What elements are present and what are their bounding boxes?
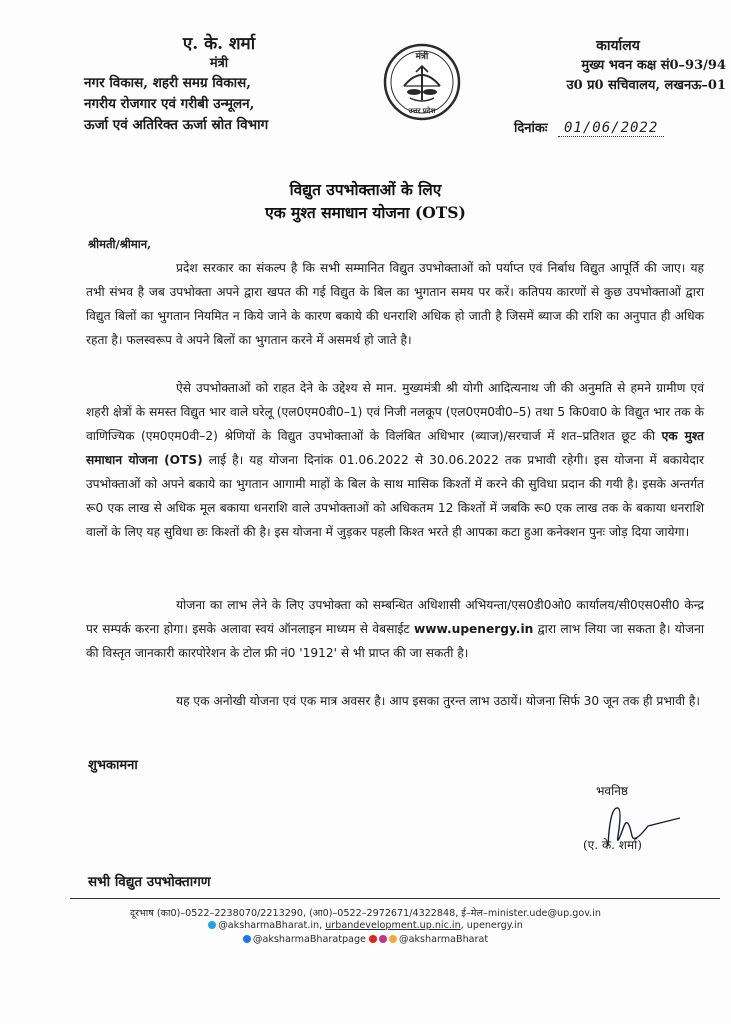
letter-title-line-2: एक मुश्त समाधान योजना (OTS)	[265, 203, 466, 222]
instagram-icon	[379, 935, 387, 943]
yours-faithfully: भवनिष्ठ	[596, 784, 628, 798]
date-label: दिनांकः	[514, 121, 548, 136]
date-value: 01/06/2022	[558, 120, 664, 137]
government-seal-icon	[382, 42, 462, 122]
minister-post: मंत्री	[209, 56, 229, 71]
paragraph-2-text-a: ऐसे उपभोक्ताओं को राहत देने के उद्देश्य से मान. मुख्यमंत्री श्री योगी आदित्यनाथ जी की अनुमति से हमने ग्रामीण एवं शहरी क्षेत्रों के समस्त विद्युत भार वाले घरेलू (एल0एम0वी0–1) एवं निजी नलकूप (एल0एम0वी0–5) तथा 5 कि0वा0 के विद्युत भार तक के वाणिज्यिक (एम0एम0वी–2) श्रेणियों के विद्युत उपभोक्ताओं के विलंबित अधिभार (ब्याज)/सरचार्ज में शत–प्रतिशत छूट की	[86, 381, 704, 443]
department-line-3: ऊर्जा एवं अतिरिक्त ऊर्जा स्रोत विभाग	[84, 117, 269, 133]
paragraph-4-text: यह एक अनोखी योजना एवं एक मात्र अवसर है। आप इसका तुरन्त लाभ उठायें। योजना सिर्फ 30 जून तक ही प्रभावी है।	[176, 694, 700, 708]
letter-title-line-1: विद्युत उपभोक्ताओं के लिए	[289, 180, 442, 199]
regards: शुभकामना	[88, 758, 138, 773]
footer-facebook-handle[interactable]: @aksharmaBharatpage	[252, 934, 366, 945]
paragraph-2-text-b: लाई है। यह योजना दिनांक 01.06.2022 से 30.06.2022 तक प्रभावी रहेगी। इस योजना में बकायेदार उपभोक्ताओं को अपने बकाये का भुगतान आगामी माहों के बिल के साथ मासिक किश्तों में करने की सुविधा प्रदान की गयी है। इसके अन्तर्गत रू0 एक लाख से अधिक मूल बकाया धनराशि वाले उपभोक्ताओं को अधिकतम 12 किश्तों में जबकि रू0 एक लाख तक के बकाया धनराशि वालों के लिए यह सुविधा छः किश्तों की है। इस योजना में जुड़कर पहली किश्त भरते ही आपका कटा हुआ कनेक्शन पुनः जोड़ दिया जायेगा।	[86, 453, 704, 539]
letterhead-left	[84, 34, 354, 136]
footer-energy-site[interactable]: , upenergy.in	[460, 920, 523, 931]
footer-handle-site[interactable]: @aksharmaBharat.in,	[218, 920, 326, 931]
footer-social-handle[interactable]: @aksharmaBharat	[399, 934, 489, 945]
website-link[interactable]: www.upenergy.in	[414, 622, 534, 636]
paragraph-3	[86, 593, 704, 665]
seal-bottom-text: उत्तर प्रदेश	[408, 107, 436, 115]
department-line-1: नगर विकास, शहरी समग्र विकास,	[84, 75, 251, 91]
office-label: कार्यालय	[596, 38, 640, 54]
footer-contact-line: दूरभाष (का0)–0522–2238070/2213290, (आ0)–0522–2972671/4322848, ई–मेल–minister.ude@up.gov.in	[130, 908, 601, 919]
footer-divider	[70, 898, 720, 899]
office-address-line-2: उ0 प्र0 सचिवालय, लखनऊ–01	[566, 78, 726, 93]
signatory-name: (ए. के. शर्मा)	[583, 838, 642, 852]
paragraph-3-text-a: योजना का लाभ लेने के लिए उपभोक्ता को सम्बन्धित अधिशासी अभियन्ता/एस0डी0ओ0 कार्यालय/सी0एस0सी0 केन्द्र पर सम्पर्क करना होगा। इसके अलावा स्वयं ऑनलाइन माध्यम से वेबसाईट	[86, 598, 704, 636]
scheme-name-highlight: एक मुश्त समाधान योजना (OTS)	[86, 429, 704, 467]
paragraph-3-text-b: द्वारा लाभ लिया जा सकता है। योजना की विस्तृत जानकारी कारपोरेशन के टोल फ्री नं0 '1912' से भी प्राप्त की जा सकती है।	[86, 622, 704, 660]
koo-icon	[389, 935, 397, 943]
youtube-icon	[369, 935, 377, 943]
paragraph-1	[86, 256, 704, 352]
salutation: श्रीमती/श्रीमान,	[88, 237, 152, 251]
addressee: सभी विद्युत उपभोक्तागण	[88, 874, 211, 890]
office-address-line-1: मुख्य भवन कक्ष सं0–93/94	[581, 58, 726, 73]
seal-top-text: मंत्री	[415, 52, 429, 62]
paragraph-1-text: प्रदेश सरकार का संकल्प है कि सभी सम्मानित विद्युत उपभोक्ताओं को पर्याप्त एवं निर्बाध विद्युत आपूर्ति की जाए। यह तभी संभव है जब उपभोक्ता अपने द्वारा खपत की गई विद्युत के बिल का भुगतान समय पर करें। कतिपय कारणों से कुछ उपभोक्ताओं द्वारा विद्युत बिलों का भुगतान नियमित न किये जाने के कारण बकाये की धनराशि अधिक हो जाती है जिसमें ब्याज की राशि का अनुपात ही अधिक रहता है। फलस्वरूप वे अपने बिलों का भुगतान करने में असमर्थ हो जाते है।	[86, 261, 704, 347]
footer-social-line	[0, 934, 731, 945]
letterhead-right	[470, 37, 726, 96]
footer-urban-site[interactable]: urbandevelopment.up.nic.in	[325, 920, 461, 931]
facebook-icon	[243, 935, 251, 943]
footer-web-line	[0, 920, 731, 931]
paragraph-2	[86, 376, 704, 544]
department-line-2: नगरीय रोजगार एवं गरीबी उन्मूलन,	[84, 96, 255, 112]
paragraph-4	[86, 689, 704, 713]
minister-name: ए. के. शर्मा	[182, 34, 256, 54]
date-row	[514, 118, 726, 137]
twitter-icon	[208, 921, 216, 929]
